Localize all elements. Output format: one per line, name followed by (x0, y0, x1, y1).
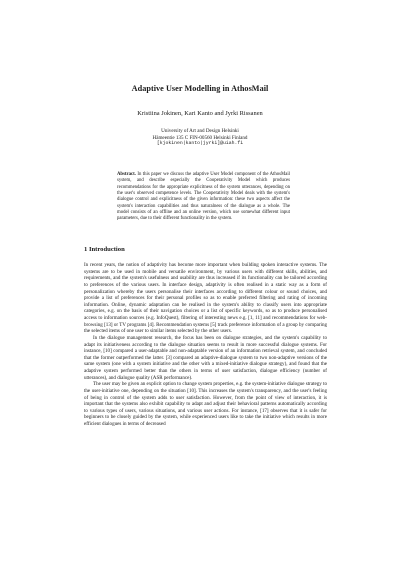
affiliation-institution: University of Art and Design Helsinki (161, 128, 239, 134)
affiliation-email: [kjokinen|kanto|jyrki]@uiah.fi (156, 141, 244, 147)
paper-authors: Kristiina Jokinen, Kari Kanto and Jyrki Rissanen (137, 110, 263, 117)
paper-title: Adaptive User Modelling in AthosMail (131, 84, 269, 93)
body-paragraph: In the dialogue management research, the focus has been on dialogue strategies, and the system's capability to adapt its initiativeness according to the dialogue situation seems to result in more successful dialogue systems. For instance, [10] compared a user-adaptable and non-adaptable version of an information retrieval system, and concluded that the former outperformed the latter. [3] compared an adaptive-dialogue system to two non-adaptive versions of the same system (one with a system initiative and the other with a mixed-initiative dialogue strategy), and found that the adaptive system performed better than the others in terms of user satisfaction, dialogue efficiency (number of utterances), and dialogue quality (ASR performance). (84, 334, 327, 381)
section-heading: 1 Introduction (84, 246, 125, 253)
abstract-label: Abstract. (117, 172, 136, 177)
abstract (117, 172, 290, 223)
section-body (84, 262, 327, 428)
affiliation-address: Hämeentie 135 C FIN-00560 Helsinki Finland (152, 134, 248, 141)
body-paragraph: The user may be given an explicit option to change system properties, e.g. the system-initiative dialogue strategy to the user-initiative one, depending on the situation [10]. This increases the system's transparency, and the user's feeling of being in control of the system adds to user satisfaction. However, from the point of view of interaction, it is important that the systems also exhibit capability to adapt and adjust their behavioral patterns automatically according to various types of users, various situations, and various user actions. For instance, [17] observes that it is safer for beginners to be closely guided by the system, while experienced users like to take the initiative which results in more efficient dialogues in terms of decreased (84, 381, 327, 427)
affiliation-block (0, 128, 400, 148)
abstract-text: In this paper we discuss the adaptive User Model component of the AthosMail system, and describe especially the Cooperativity Model which produces recommendations for the appropriate explicitness of the system utterances, depending on the user's observed competence levels. The Cooperativity Model deals with the system's dialogue control and explicitness of the given information: these two aspects affect the system's interaction capabilities and thus naturalness of the dialogue as a whole. The model consists of an offline and an online version, which use somewhat different input parameters, due to their different functionality in the system. (117, 172, 290, 222)
body-paragraph: In recent years, the notion of adaptivity has become more important when building spoken interactive systems. The systems are to be used in mobile and versatile environment, by various users with different skills, abilities, and requirements, and the system's usefulness and usability are thus increased if its functionality can be tailored according to preferences of the various users. In interface design, adaptivity is often realised in a static way as a form of personalization whereby the users personalise their interfaces according to different colour or sound choices, and provide a list of preferences for their personal profiles so as to enable preferred filtering and rating of incoming information. Online, dynamic adaptation can be realised in the system's ability to classify users into appropriate categories, e.g. on the basis of their navigation choices or a list of specific keywords, so as to produce personalised access to information sources (e.g. InfoQuest), filtering of interesting news e.g. [1, 11] and recommendations for web-browsing [13] or TV programs [4]. Recommendation systems [5] track preference information of a group by comparing the selected items of one user to similar items selected by the other users. (84, 262, 327, 335)
